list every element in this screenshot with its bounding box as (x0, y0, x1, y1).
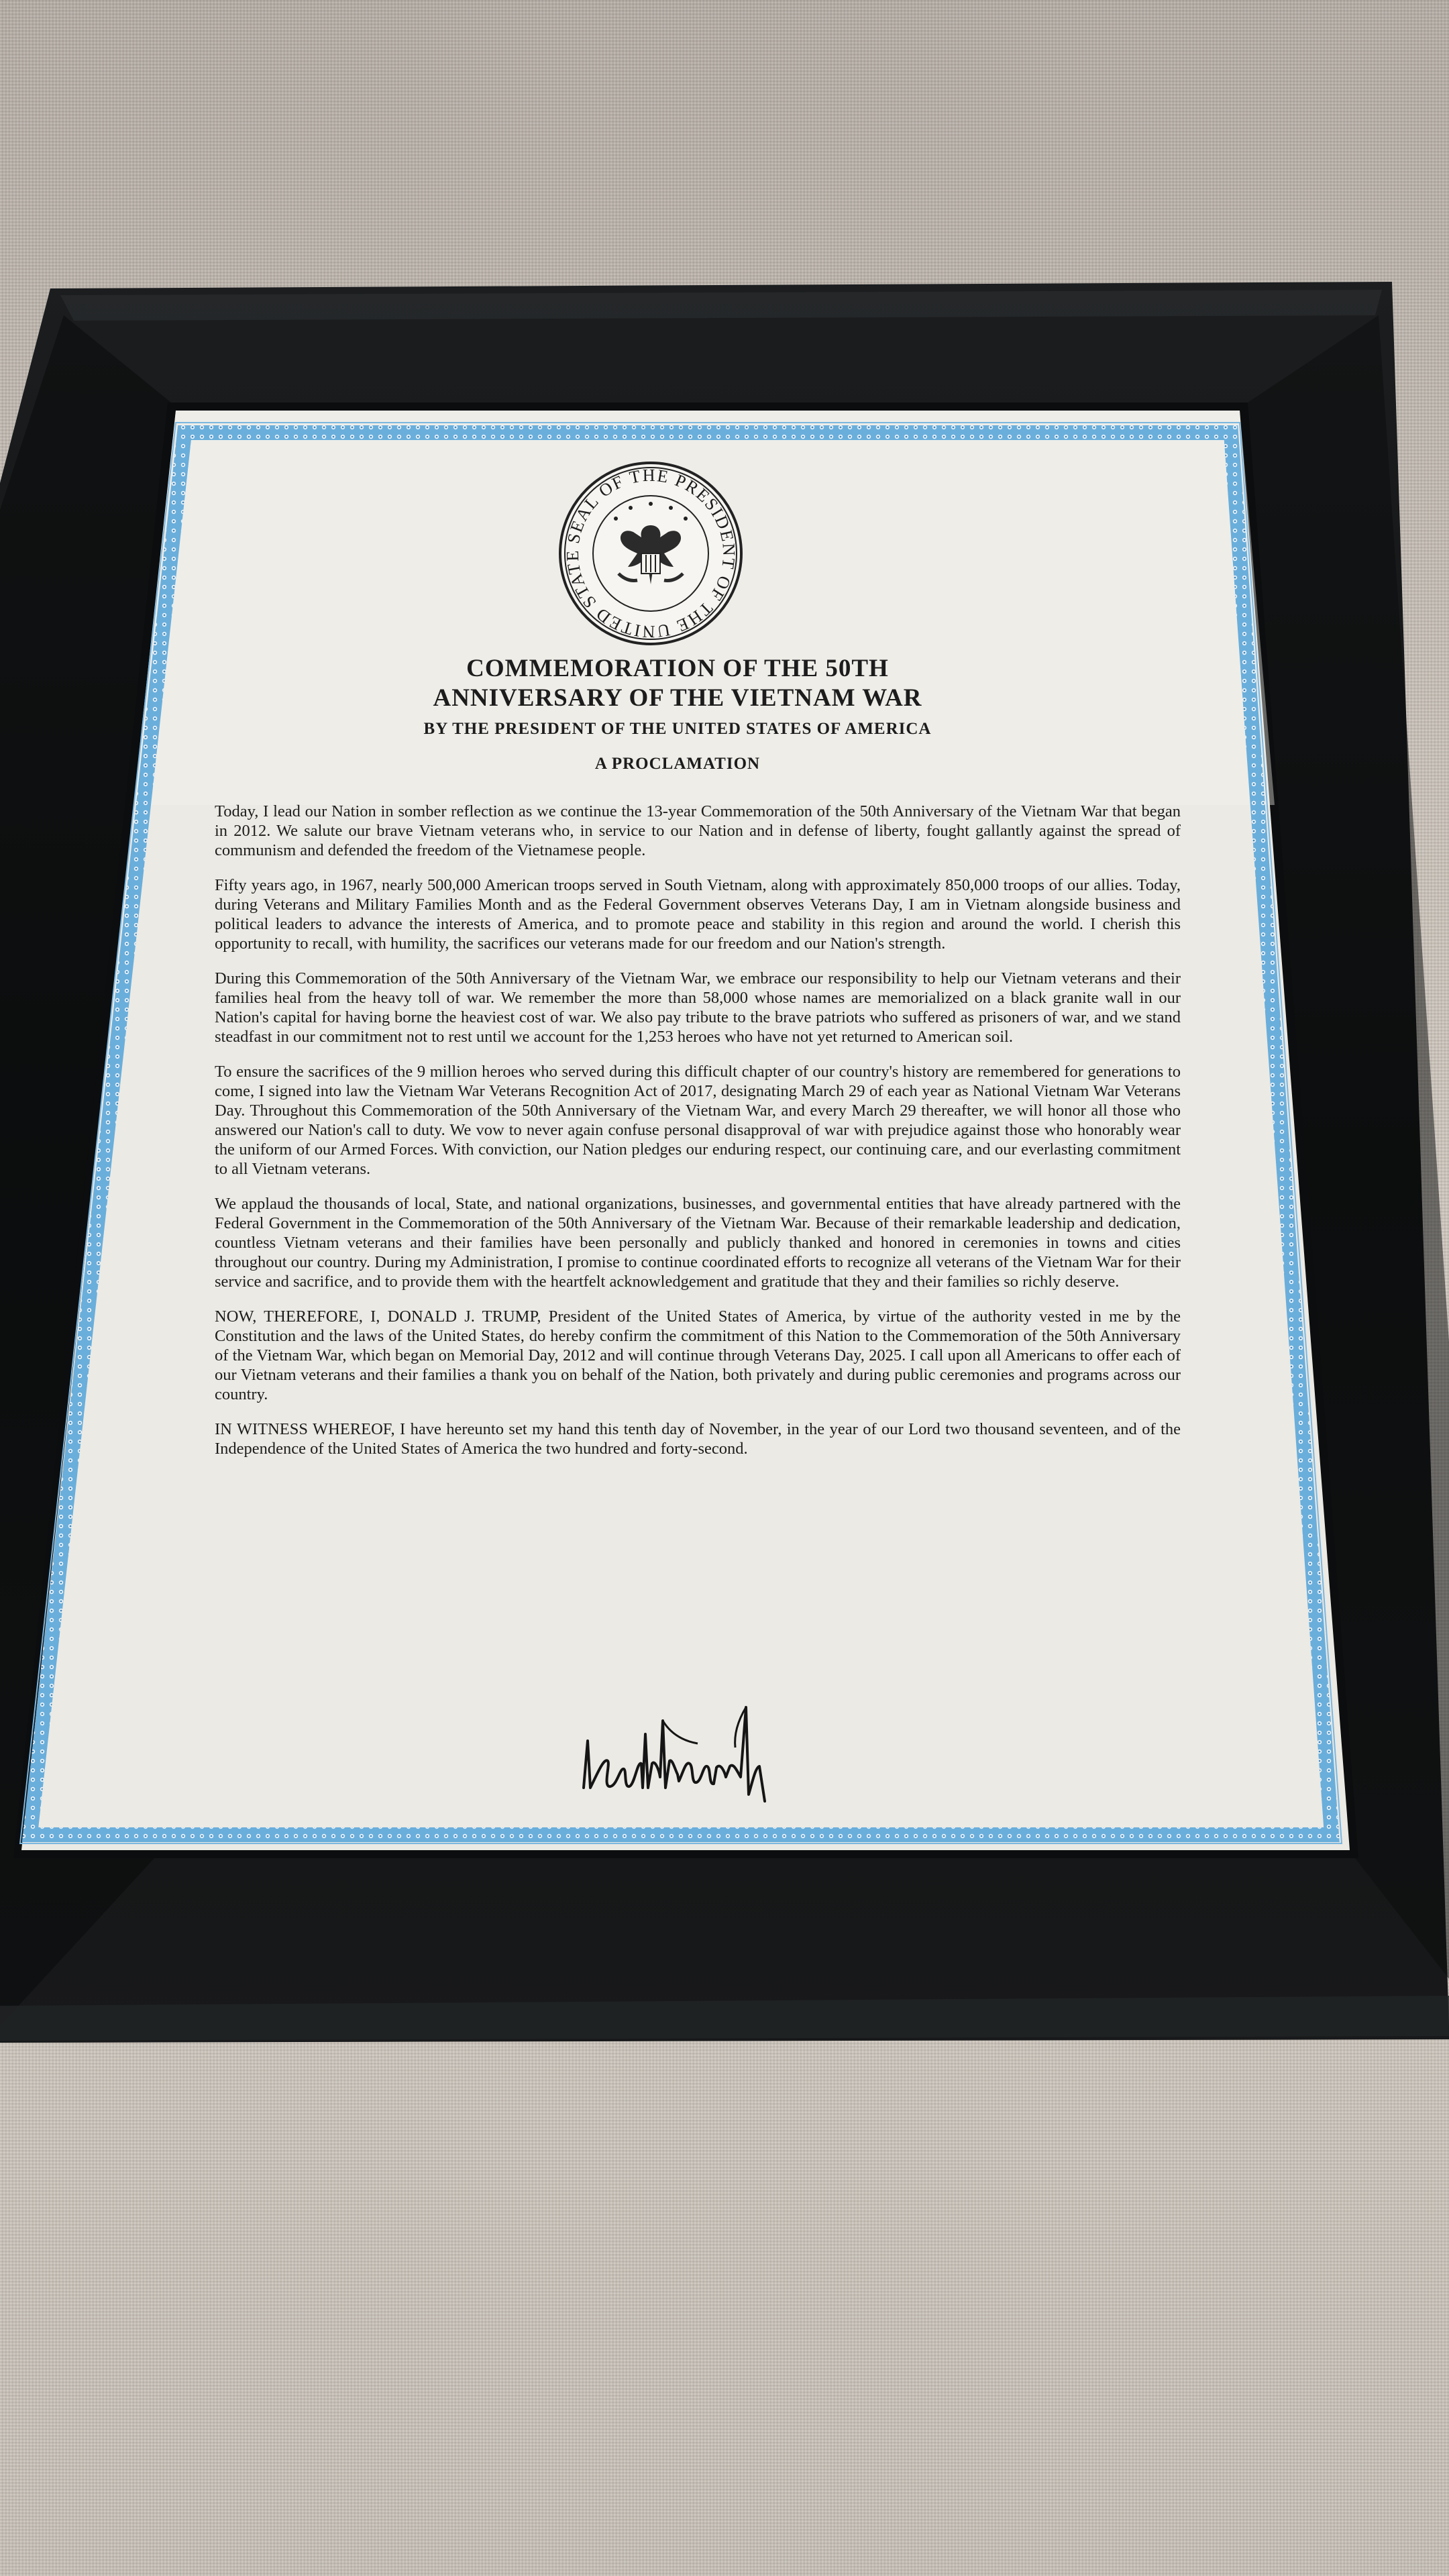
paragraph-7: IN WITNESS WHEREOF, I have hereunto set my hand this tenth day of November, in the year of our Lord two thousand seventeen, and of the Independence of the United States of America the two hundred and forty-second. (215, 1420, 1181, 1458)
proclamation-body (215, 802, 1181, 1474)
paragraph-3: During this Commemoration of the 50th Anniversary of the Vietnam War, we embrace our responsibility to help our Vietnam veterans and their families heal from the heavy toll of war. We remember the more than 58,000 whose names are memorialized on a black granite wall in our Nation's capital for having borne the heaviest cost of war. We also pay tribute to the brave patriots who suffered as prisoners of war, and we stand steadfast in our commitment not to rest until we account for the 1,253 heroes who have not yet returned to American soil. (215, 969, 1181, 1046)
seal-graphic (557, 460, 745, 647)
signature (570, 1694, 812, 1828)
paragraph-5: We applaud the thousands of local, State, and national organizations, businesses, and governmental entities that have already partnered with the Federal Government in the Commemoration of the 50th Anniversary of the Vietnam War. Because of their remarkable leadership and dedication, countless Vietnam veterans and their families have been personally and publicly thanked and honored in ceremonies in towns and cities throughout our country. During my Administration, I promise to continue coordinated efforts to recognize all veterans of the Vietnam War for their service and sacrifice, and to provide them with the heartfelt acknowledgement and gratitude that they and their families so richly deserve. (215, 1195, 1181, 1291)
proclamation-document (127, 446, 1228, 1855)
paragraph-4: To ensure the sacrifices of the 9 million heroes who served during this difficult chapter of our country's history are remembered for generations to come, I signed into law the Vietnam War Veterans Recognition Act of 2017, designating March 29 of each year as National Vietnam War Veterans Day. Throughout this Commemoration of the 50th Anniversary of the Vietnam War, and every March 29 thereafter, we will honor all those who answered our Nation's call to duty. We vow to never again confuse personal disapproval of war with prejudice against those who honorably wear the uniform of our Armed Forces. With conviction, our Nation pledges our enduring respect, our continuing care, and our everlasting commitment to all Vietnam veterans. (215, 1063, 1181, 1178)
paragraph-2: Fifty years ago, in 1967, nearly 500,000 American troops served in South Vietnam, along with approximately 850,000 troops of our allies. Today, during Veterans and Military Families Month and as the Federal Government observes Veterans Day, I am in Vietnam alongside business and political leaders to advance the interests of America, and to promote peace and stability in this region and around the world. I cherish this opportunity to recall, with humility, the sacrifices our veterans made for our freedom and our Nation's strength. (215, 876, 1181, 953)
document-title (127, 654, 1228, 713)
paragraph-1: Today, I lead our Nation in somber reflection as we continue the 13-year Commemoration of the 50th Anniversary of the Vietnam War that began in 2012. We salute our brave Vietnam veterans who, in service to our Nation and in defense of liberty, fought gallantly against the spread of communism and defended the freedom of the Vietnamese people. (215, 802, 1181, 859)
presidential-seal-icon (557, 460, 745, 647)
title-line-2: ANNIVERSARY OF THE VIETNAM WAR (433, 684, 922, 712)
byline: BY THE PRESIDENT OF THE UNITED STATES OF AMERICA (423, 720, 932, 738)
seal-ring-text: SEAL OF THE PRESIDENT OF THE UNITED STATE (562, 465, 739, 642)
signature-graphic (570, 1694, 812, 1828)
title-line-1: COMMEMORATION OF THE 50TH (466, 655, 889, 682)
proclamation-heading: A PROCLAMATION (594, 755, 761, 773)
paragraph-6: NOW, THEREFORE, I, DONALD J. TRUMP, President of the United States of America, by virtue of the authority vested in me by the Constitution and the laws of the United States, do hereby confirm the commitment of this Nation to the Commemoration of the 50th Anniversary of the Vietnam War, which began on Memorial Day, 2012 and will continue through Veterans Day, 2025. I call upon all Americans to offer each of our Vietnam veterans and their families a thank you on behalf of the Nation, both privately and during public ceremonies and programs across our country. (215, 1307, 1181, 1403)
